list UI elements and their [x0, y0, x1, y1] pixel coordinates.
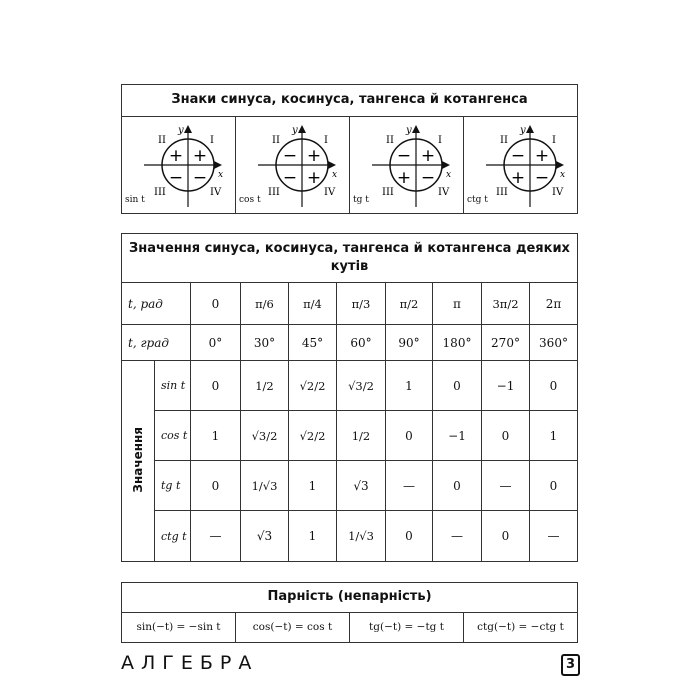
deg-cell: 90°	[386, 325, 433, 361]
svg-text:−: −	[396, 146, 412, 166]
value-cell: 1	[289, 461, 337, 511]
value-cell: 0	[530, 361, 578, 411]
page-number: 3	[561, 654, 580, 676]
value-cell: 1	[289, 511, 337, 562]
sign-panel	[350, 117, 464, 213]
svg-text:III: III	[496, 187, 508, 198]
function-label: sin t	[155, 361, 191, 411]
table-row	[122, 411, 578, 461]
svg-text:II: II	[158, 135, 166, 146]
svg-text:I: I	[552, 135, 556, 146]
svg-text:−: −	[192, 168, 208, 188]
values-table	[121, 233, 578, 562]
sign-panel	[122, 117, 236, 213]
value-cell: 1	[530, 411, 578, 461]
table-row	[122, 361, 578, 411]
sign-panel	[464, 117, 577, 213]
svg-text:−: −	[168, 168, 184, 188]
svg-text:I: I	[438, 135, 442, 146]
rad-cell: π/2	[386, 283, 433, 325]
value-cell: √3	[241, 511, 289, 562]
value-cell: 1/√3	[337, 511, 386, 562]
value-cell: 0	[482, 511, 530, 562]
svg-text:y: y	[292, 125, 298, 136]
value-cell: 0	[433, 461, 482, 511]
function-label: cos t	[155, 411, 191, 461]
value-cell: −1	[433, 411, 482, 461]
svg-text:x: x	[446, 170, 452, 180]
value-cell: 0	[386, 411, 433, 461]
value-cell: 1/√3	[241, 461, 289, 511]
parity-panel	[121, 582, 578, 643]
value-cell: 1	[191, 411, 241, 461]
value-cell: 0	[191, 361, 241, 411]
value-cell: 0	[386, 511, 433, 562]
value-cell: —	[191, 511, 241, 562]
rad-label: t, рад	[122, 283, 191, 325]
deg-cell: 45°	[289, 325, 337, 361]
svg-text:x: x	[560, 170, 566, 180]
value-cell: —	[433, 511, 482, 562]
value-cell: 1/2	[241, 361, 289, 411]
parity-formula: cos(−t) = cos t	[236, 613, 350, 642]
deg-label: t, град	[122, 325, 191, 361]
svg-text:+: +	[510, 168, 526, 188]
svg-text:+: +	[420, 146, 436, 166]
svg-text:x: x	[218, 170, 224, 180]
svg-text:I: I	[210, 135, 214, 146]
svg-text:−: −	[282, 146, 298, 166]
rad-cell: 3π/2	[482, 283, 530, 325]
svg-text:−: −	[420, 168, 436, 188]
deg-cell: 60°	[337, 325, 386, 361]
svg-text:II: II	[272, 135, 280, 146]
rad-cell: π	[433, 283, 482, 325]
sign-panel	[236, 117, 350, 213]
value-cell: 0	[530, 461, 578, 511]
value-cell: —	[530, 511, 578, 562]
signs-panel	[121, 84, 578, 214]
function-label: tg t	[353, 195, 369, 205]
value-cell: 1	[386, 361, 433, 411]
svg-text:IV: IV	[438, 187, 450, 198]
deg-cell: 270°	[482, 325, 530, 361]
svg-text:+: +	[396, 168, 412, 188]
values-title: Значення синуса, косинуса, тангенса й котангенса деяких кутів	[122, 234, 578, 283]
parity-title: Парність (непарність)	[122, 583, 577, 613]
rad-cell: 2π	[530, 283, 578, 325]
table-row	[122, 461, 578, 511]
value-cell: 1/2	[337, 411, 386, 461]
function-label: cos t	[239, 195, 261, 205]
deg-cell: 30°	[241, 325, 289, 361]
value-cell: √2/2	[289, 411, 337, 461]
deg-cell: 0°	[191, 325, 241, 361]
svg-text:x: x	[332, 170, 338, 180]
svg-text:III: III	[268, 187, 280, 198]
value-cell: 0	[433, 361, 482, 411]
value-cell: —	[482, 461, 530, 511]
value-cell: √3	[337, 461, 386, 511]
svg-text:III: III	[154, 187, 166, 198]
function-label: sin t	[125, 195, 145, 205]
function-label: tg t	[155, 461, 191, 511]
deg-cell: 180°	[433, 325, 482, 361]
parity-formula: ctg(−t) = −ctg t	[477, 621, 564, 633]
svg-text:II: II	[386, 135, 394, 146]
svg-text:I: I	[324, 135, 328, 146]
subject-footer: АЛГЕБРА	[121, 652, 259, 674]
parity-formula: sin(−t) = −sin t	[122, 613, 236, 642]
svg-text:+: +	[306, 146, 322, 166]
svg-text:−: −	[510, 146, 526, 166]
group-label: Значення	[131, 426, 145, 493]
svg-text:−: −	[534, 168, 550, 188]
function-label: ctg t	[155, 511, 191, 562]
svg-text:+: +	[168, 146, 184, 166]
rad-cell: π/6	[241, 283, 289, 325]
parity-formula: tg(−t) = −tg t	[350, 613, 464, 642]
svg-text:−: −	[282, 168, 298, 188]
svg-text:IV: IV	[324, 187, 336, 198]
svg-text:+: +	[192, 146, 208, 166]
svg-text:IV: IV	[210, 187, 222, 198]
table-row	[122, 511, 578, 562]
svg-text:+: +	[306, 168, 322, 188]
value-cell: √2/2	[289, 361, 337, 411]
svg-text:III: III	[382, 187, 394, 198]
value-cell: 0	[191, 461, 241, 511]
value-cell: √3/2	[337, 361, 386, 411]
rad-cell: π/3	[337, 283, 386, 325]
deg-cell: 360°	[530, 325, 578, 361]
group-cell	[122, 361, 155, 562]
value-cell: −1	[482, 361, 530, 411]
value-cell: √3/2	[241, 411, 289, 461]
value-cell: —	[386, 461, 433, 511]
svg-text:+: +	[534, 146, 550, 166]
signs-title: Знаки синуса, косинуса, тангенса й котангенса	[122, 85, 577, 117]
svg-text:y: y	[520, 125, 526, 136]
svg-text:y: y	[406, 125, 412, 136]
svg-text:II: II	[500, 135, 508, 146]
svg-text:y: y	[178, 125, 184, 136]
svg-text:IV: IV	[552, 187, 564, 198]
rad-cell: π/4	[289, 283, 337, 325]
rad-cell: 0	[191, 283, 241, 325]
value-cell: 0	[482, 411, 530, 461]
function-label: ctg t	[467, 195, 488, 205]
